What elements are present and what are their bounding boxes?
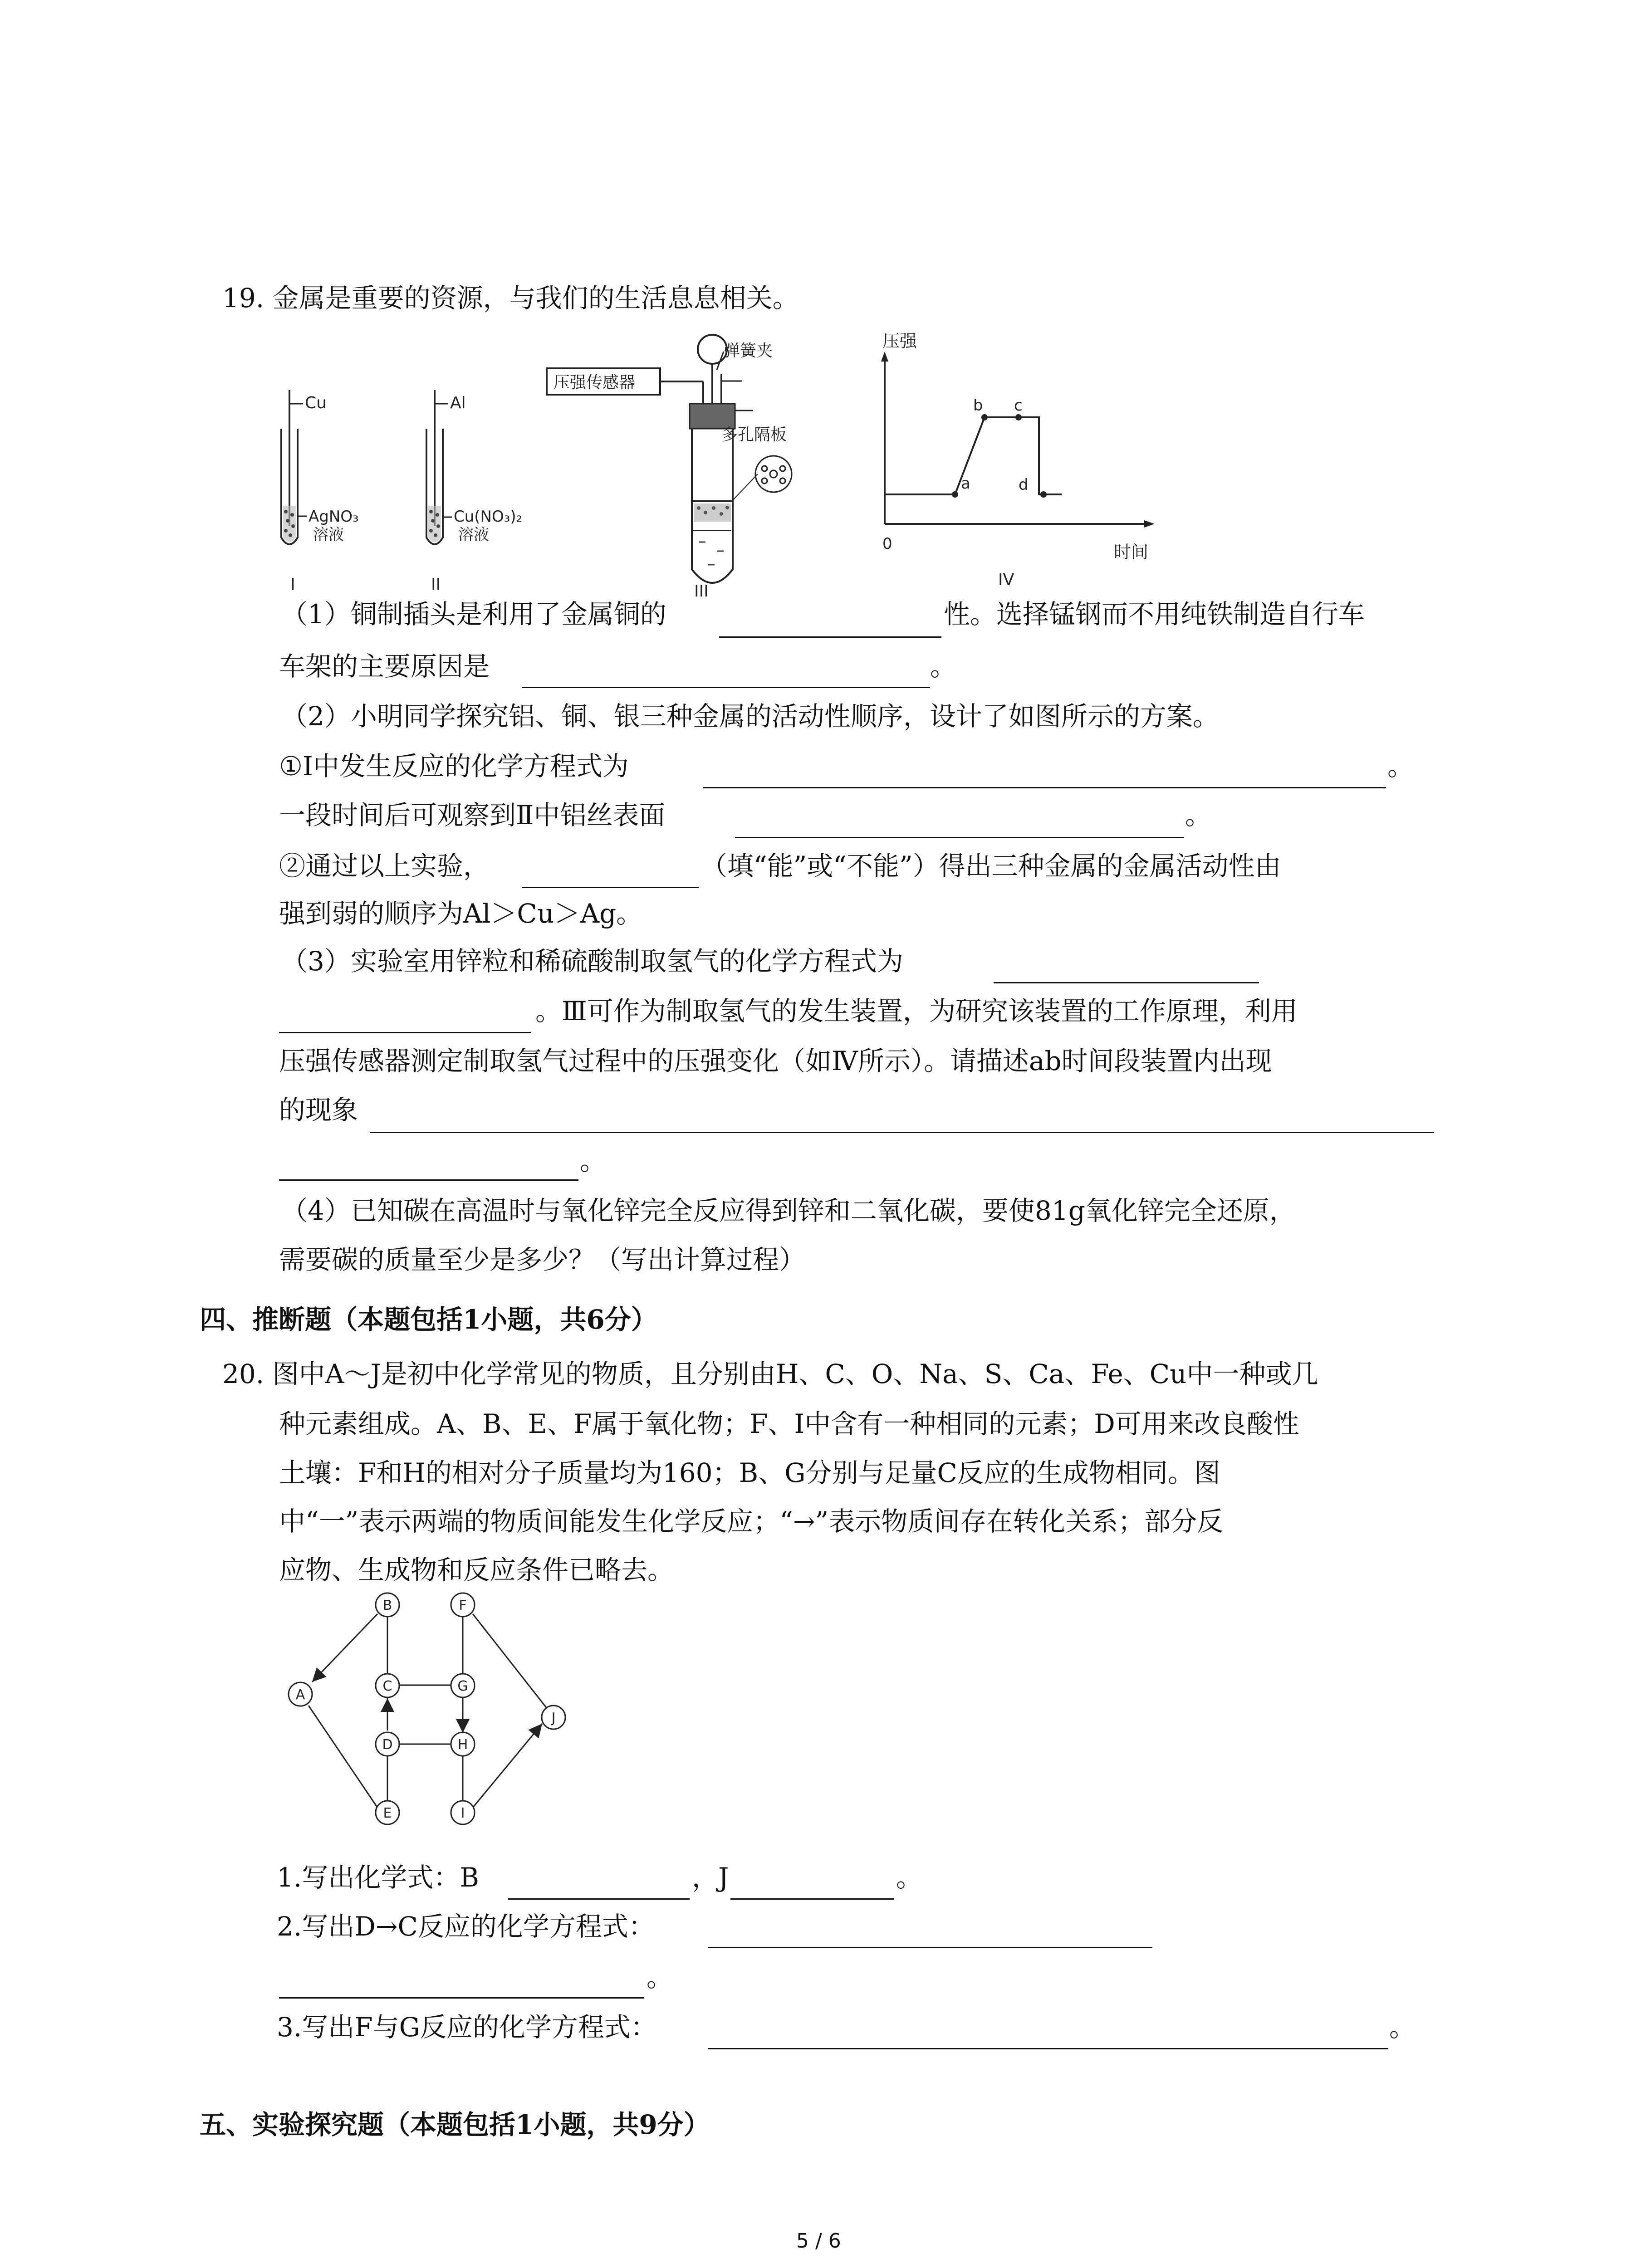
section-5-heading: 五、实验探究题（本题包括1小题，共9分） bbox=[200, 2109, 710, 2140]
q19-part3-blank2[interactable] bbox=[370, 1132, 1434, 1133]
graph-y-label: 压强 bbox=[882, 331, 917, 351]
q19-part2-2b: （填“能”或“不能”）得出三种金属的金属活动性由 bbox=[701, 850, 1281, 881]
point-a: a bbox=[961, 474, 970, 493]
q20-sub1-b: ，J bbox=[692, 1862, 729, 1893]
q19-pressure-graph bbox=[862, 329, 1180, 603]
tube-ii-metal-label: Al bbox=[450, 394, 466, 412]
q19-part3-a: （3）实验室用锌粒和稀硫酸制取氢气的化学方程式为 bbox=[281, 946, 903, 977]
q19-part2-1d: 。 bbox=[1185, 800, 1212, 831]
q20-sub1-a: 1.写出化学式：B bbox=[277, 1862, 479, 1893]
q20-sub1-blank-j[interactable] bbox=[730, 1898, 894, 1900]
q19-part2-1b: 。 bbox=[1387, 751, 1414, 782]
q20-line2: 种元素组成。A、B、E、F属于氧化物；F、I中含有一种相同的元素；D可用来改良酸性 bbox=[279, 1408, 1299, 1439]
node-label-c: C bbox=[382, 1678, 392, 1694]
q20-sub2-a: 2.写出D→C反应的化学方程式： bbox=[277, 1911, 655, 1942]
point-b: b bbox=[973, 396, 983, 415]
tube-ii-solution-label2: 溶液 bbox=[458, 526, 489, 544]
q19-part3-blank1-cont[interactable] bbox=[279, 1032, 531, 1033]
apparatus-roman: III bbox=[694, 582, 709, 601]
q19-part1-blank2[interactable] bbox=[522, 687, 930, 688]
point-c: c bbox=[1014, 396, 1023, 415]
node-label-g: G bbox=[457, 1678, 468, 1694]
pressure-sensor-label: 压强传感器 bbox=[554, 373, 636, 392]
q20-sub3-blank[interactable] bbox=[708, 2048, 1388, 2049]
tube-ii-roman: II bbox=[431, 575, 441, 594]
q20-sub2-b: 。 bbox=[647, 1962, 673, 1993]
q19-part3-blank2-cont[interactable] bbox=[279, 1179, 578, 1181]
q19-part1-b: 性。选择锰钢而不用纯铁制造自行车 bbox=[944, 599, 1365, 630]
q20-relation-diagram bbox=[272, 1579, 590, 1860]
q20-sub3-a: 3.写出F与G反应的化学方程式： bbox=[277, 2012, 657, 2043]
tube-ii bbox=[426, 390, 522, 594]
node-label-f: F bbox=[459, 1598, 467, 1613]
tube-i-solution-label2: 溶液 bbox=[313, 526, 344, 544]
q19-part2-1c: 一段时间后可观察到Ⅱ中铝丝表面 bbox=[279, 800, 666, 831]
q19-part4-a: （4）已知碳在高温时与氧化锌完全反应得到锌和二氧化碳，要使81g氧化锌完全还原， bbox=[281, 1195, 1296, 1226]
q19-part3-blank1[interactable] bbox=[994, 982, 1259, 983]
q19-part1-c: 车架的主要原因是 bbox=[279, 651, 490, 682]
graph-origin: 0 bbox=[882, 535, 892, 553]
q19-part2-blank1[interactable] bbox=[703, 787, 1386, 788]
q19-part1-d: 。 bbox=[930, 651, 957, 682]
clip-label: 弹簧夹 bbox=[724, 342, 773, 360]
tube-i-solution-label: AgNO₃ bbox=[309, 508, 359, 526]
node-label-d: D bbox=[382, 1737, 393, 1753]
tube-i-metal-label: Cu bbox=[305, 394, 327, 412]
graph-x-label: 时间 bbox=[1114, 542, 1149, 562]
point-d: d bbox=[1019, 476, 1029, 494]
node-label-a: A bbox=[295, 1687, 305, 1703]
node-label-e: E bbox=[383, 1805, 392, 1821]
porous-plate-label: 多孔隔板 bbox=[721, 425, 787, 444]
q19-part2-2a: ②通过以上实验， bbox=[279, 850, 490, 881]
tube-i bbox=[281, 390, 359, 594]
q20-sub2-blank[interactable] bbox=[708, 1947, 1152, 1948]
node-label-b: B bbox=[382, 1598, 392, 1613]
graph-iv bbox=[881, 331, 1155, 589]
node-label-i: I bbox=[460, 1805, 465, 1821]
tube-i-roman: I bbox=[290, 575, 295, 594]
q19-apparatus-figure bbox=[542, 324, 823, 603]
q20-line3: 土壤：F和H的相对分子质量均为160；B、G分别与足量C反应的生成物相同。图 bbox=[279, 1457, 1220, 1488]
tube-ii-solution-label: Cu(NO₃)₂ bbox=[454, 508, 523, 526]
q19-title: 19. 金属是重要的资源，与我们的生活息息相关。 bbox=[222, 283, 799, 313]
section-4-heading: 四、推断题（本题包括1小题，共6分） bbox=[200, 1304, 657, 1335]
q19-part2-1a: ①Ⅰ中发生反应的化学方程式为 bbox=[279, 751, 629, 782]
q19-part2-blank2[interactable] bbox=[735, 837, 1184, 838]
q19-part3-e: 。 bbox=[580, 1145, 607, 1176]
q20-line4: 中“一”表示两端的物质间能发生化学反应；“→”表示物质间存在转化关系；部分反 bbox=[279, 1506, 1224, 1537]
q19-tube-ii-figure bbox=[408, 376, 563, 603]
q20-sub1-c: 。 bbox=[896, 1862, 923, 1893]
node-label-j: J bbox=[551, 1710, 556, 1726]
q19-part2: （2）小明同学探究铝、铜、银三种金属的活动性顺序，设计了如图所示的方案。 bbox=[281, 701, 1219, 732]
q20-line5: 应物、生成物和反应条件已略去。 bbox=[279, 1554, 674, 1585]
q19-part3-d: 的现象 bbox=[279, 1095, 358, 1125]
apparatus-iii bbox=[547, 335, 792, 601]
q20-line1: 20. 图中A～J是初中化学常见的物质，且分别由H、C、O、Na、S、Ca、Fe、Cu中一种或几 bbox=[222, 1359, 1318, 1389]
q19-part4-b: 需要碳的质量至少是多少？（写出计算过程） bbox=[279, 1244, 806, 1275]
q20-sub2-blank-cont[interactable] bbox=[279, 1997, 644, 1999]
q19-part2-blank3[interactable] bbox=[522, 887, 699, 888]
q19-part1-a: （1）铜制插头是利用了金属铜的 bbox=[281, 599, 666, 630]
q20-sub1-blank-b[interactable] bbox=[508, 1898, 690, 1900]
graph-roman: IV bbox=[998, 571, 1014, 589]
q19-part2-2c: 强到弱的顺序为Al＞Cu＞Ag。 bbox=[279, 898, 643, 929]
q19-part1-blank1[interactable] bbox=[719, 636, 941, 638]
q19-part3-c: 压强传感器测定制取氢气过程中的压强变化（如Ⅳ所示）。请描述ab时间段装置内出现 bbox=[279, 1046, 1272, 1076]
page-number: 5 / 6 bbox=[796, 2229, 841, 2253]
q19-part3-b: 。Ⅲ可作为制取氢气的发生装置，为研究该装置的工作原理，利用 bbox=[535, 996, 1298, 1026]
q20-sub3-b: 。 bbox=[1389, 2012, 1416, 2043]
node-label-h: H bbox=[457, 1737, 468, 1753]
